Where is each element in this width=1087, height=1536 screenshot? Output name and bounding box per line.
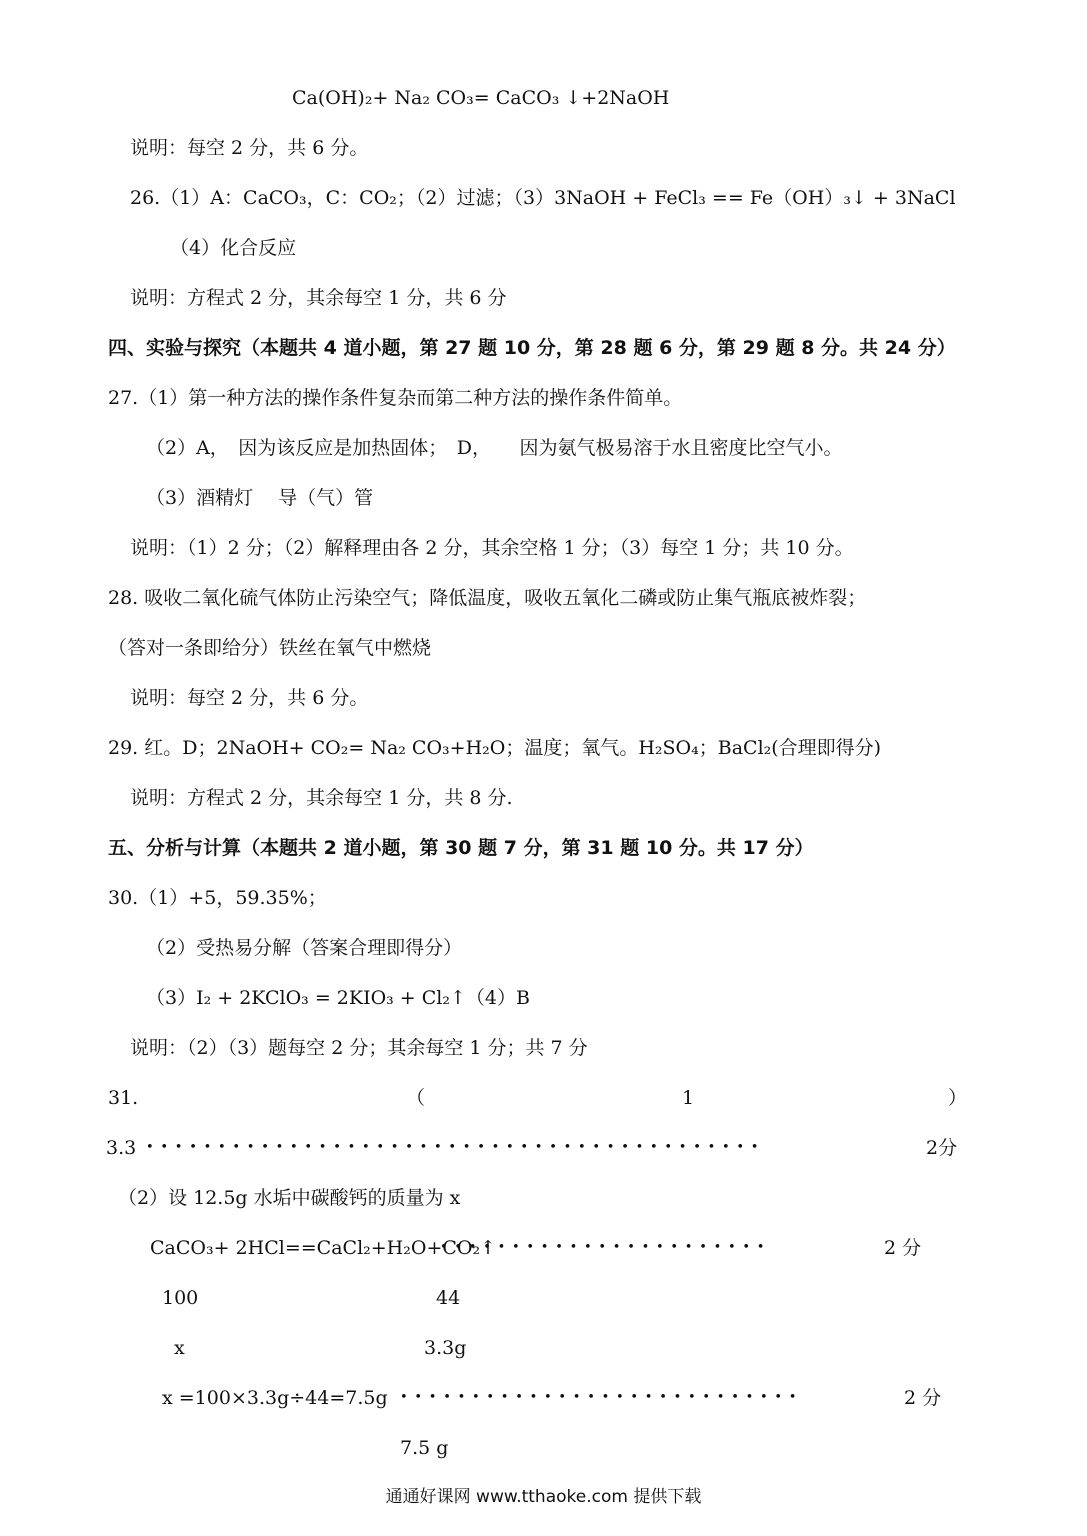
page-footer: 通通好课网 www.tthaoke.com 提供下载 bbox=[385, 1487, 702, 1507]
section-heading: 四、实验与探究（本题共 4 道小题，第 27 题 10 分，第 28 题 6 分，第 29 题 8 分。共 24 分） bbox=[108, 337, 956, 359]
q31-setup-line: （2）设 12.5g 水垢中碳酸钙的质量为 x bbox=[118, 1187, 461, 1209]
q31-calculation: x =100×3.3g÷44=7.5g bbox=[162, 1387, 388, 1409]
q31-close-paren: ） bbox=[948, 1087, 968, 1109]
q31-number: 31. bbox=[108, 1087, 139, 1109]
answer-line: （4）化合反应 bbox=[170, 237, 297, 259]
q31-molar-mass-caco3: 100 bbox=[162, 1287, 199, 1309]
q31-result: 7.5 g bbox=[400, 1437, 449, 1459]
q31-score: 2 分 bbox=[904, 1387, 942, 1409]
q31-molar-mass-co2: 44 bbox=[436, 1287, 461, 1309]
answer-line: （答对一条即给分）铁丝在氧气中燃烧 bbox=[108, 637, 432, 659]
q31-score: 2分 bbox=[926, 1137, 958, 1159]
answer-line: Ca(OH)₂+ Na₂ CO₃= CaCO₃ ↓+2NaOH bbox=[292, 87, 670, 109]
answer-line: 30.（1）+5，59.35%； bbox=[108, 887, 327, 909]
q31-unknown-x: x bbox=[174, 1337, 185, 1359]
answer-line: 说明：每空 2 分，共 6 分。 bbox=[130, 137, 369, 159]
q31-equation: CaCO₃+ 2HCl==CaCl₂+H₂O+CO₂↑ bbox=[150, 1237, 497, 1259]
answer-line: 28. 吸收二氧化硫气体防止污染空气；降低温度，吸收五氧化二磷或防止集气瓶底被炸裂； bbox=[108, 587, 867, 609]
answer-line: 26.（1）A：CaCO₃，C：CO₂；（2）过滤；（3）3NaOH + FeCl₃ == Fe（OH）₃↓ + 3NaCl bbox=[130, 187, 956, 209]
q31-score: 2 分 bbox=[884, 1237, 922, 1259]
q31-dot-leader: • • • • • • • • • • • • • • • • • • • • • • • • • • • • bbox=[400, 1390, 798, 1405]
q31-mass-co2: 3.3g bbox=[424, 1337, 467, 1359]
q31-open-paren: （ bbox=[406, 1087, 426, 1109]
section-heading: 五、分析与计算（本题共 2 道小题，第 30 题 7 分，第 31 题 10 分。共 17 分） bbox=[108, 837, 814, 859]
answer-line: 说明：方程式 2 分，其余每空 1 分，共 8 分. bbox=[130, 787, 513, 809]
q31-dot-leader: • • • • • • • • • • • • • • • • • • • • • • • • • • • • • • • • • • • • • • • • • • • bbox=[146, 1140, 760, 1155]
q31-part-one: 1 bbox=[682, 1087, 695, 1109]
answer-line: （3）I₂ + 2KClO₃ = 2KIO₃ + Cl₂↑（4）B bbox=[146, 987, 530, 1009]
answer-line: 说明：方程式 2 分，其余每空 1 分，共 6 分 bbox=[130, 287, 507, 309]
answer-line: （2）A， 因为该反应是加热固体； D， 因为氨气极易溶于水且密度比空气小。 bbox=[146, 437, 843, 459]
answer-line: 说明：（1）2 分；（2）解释理由各 2 分，其余空格 1 分；（3）每空 1 分；共 10 分。 bbox=[130, 537, 854, 559]
answer-line: 27.（1）第一种方法的操作条件复杂而第二种方法的操作条件简单。 bbox=[108, 387, 683, 409]
q31-answer-value: 3.3 bbox=[106, 1137, 137, 1159]
answer-line: 29. 红。D；2NaOH+ CO₂= Na₂ CO₃+H₂O；温度；氧气。H₂SO₄；BaCl₂(合理即得分) bbox=[108, 737, 882, 759]
q31-dot-leader: • • • • • • • • • • • • • • • • • • • • • • • bbox=[440, 1240, 766, 1255]
answer-line: 说明：每空 2 分，共 6 分。 bbox=[130, 687, 369, 709]
answer-line: （2）受热易分解（答案合理即得分） bbox=[146, 937, 463, 959]
answer-line: 说明：（2）（3）题每空 2 分；其余每空 1 分；共 7 分 bbox=[130, 1037, 588, 1059]
answer-line: （3）酒精灯 导（气）管 bbox=[146, 487, 374, 509]
